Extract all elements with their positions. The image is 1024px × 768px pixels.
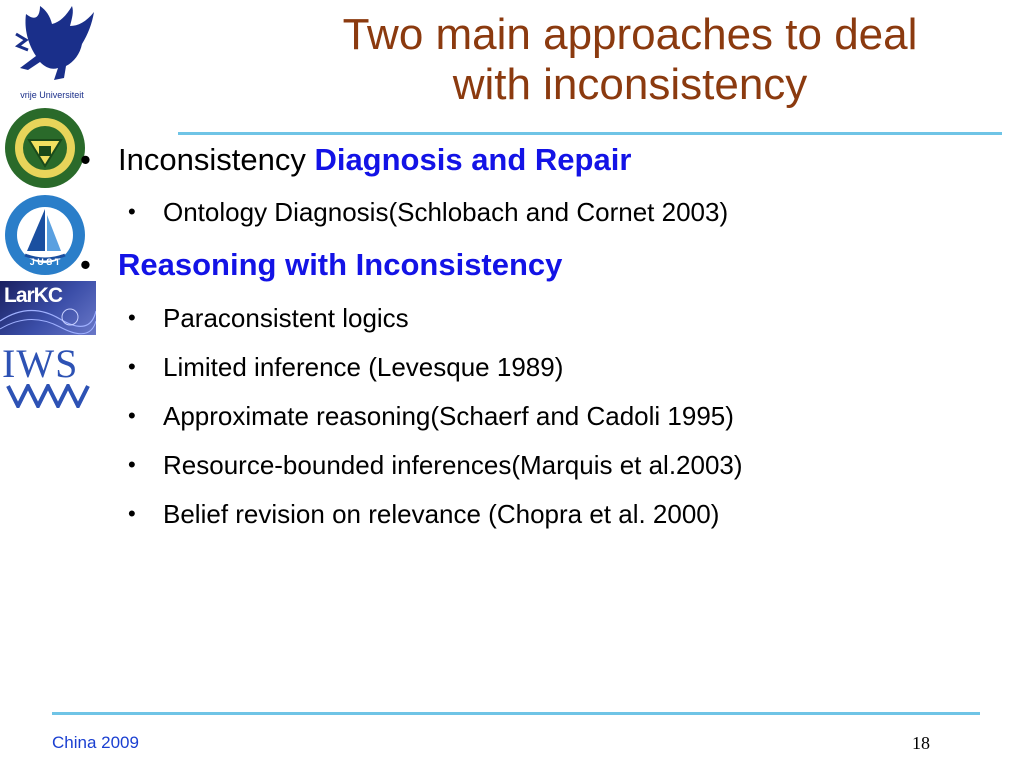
- bullet-marker: •: [128, 199, 136, 224]
- bullet-marker: •: [80, 142, 91, 177]
- larkc-logo-text: LarKC: [4, 284, 63, 307]
- bullet-marker: •: [128, 452, 136, 477]
- bullet-text: Limited inference (Levesque 1989): [163, 352, 564, 382]
- title-line-1: Two main approaches to deal: [342, 10, 918, 59]
- bullet-plain-text: Inconsistency: [118, 142, 315, 177]
- bullet-marker: •: [128, 305, 136, 330]
- bullet-text: Belief revision on relevance (Chopra et al. 2000): [163, 499, 720, 529]
- footer-event: China 2009: [52, 733, 139, 752]
- bullet-text: Paraconsistent logics: [163, 303, 409, 333]
- bullet-text: Approximate reasoning(Schaerf and Cadoli 1995): [163, 401, 734, 431]
- iws-logo-text: IWS: [2, 341, 79, 386]
- bullet-text: Ontology Diagnosis(Schlobach and Cornet 2003): [163, 197, 729, 227]
- bullet-emphasis: Reasoning with Inconsistency: [118, 247, 563, 282]
- bullet-marker: •: [128, 354, 136, 379]
- footer-divider: [52, 712, 980, 715]
- just-logo-text: J U S T: [29, 257, 61, 267]
- page-number: 18: [912, 733, 930, 753]
- bullet-emphasis: Diagnosis and Repair: [314, 142, 632, 177]
- bullet-text: Resource-bounded inferences(Marquis et al.2003): [163, 450, 743, 480]
- vu-logo-text: vrije Universiteit: [20, 90, 84, 100]
- bullet-marker: •: [128, 403, 136, 428]
- bullet-marker: •: [80, 247, 91, 282]
- bullet-text: [118, 142, 631, 178]
- bullet-marker: •: [128, 501, 136, 526]
- title-line-2: with inconsistency: [452, 60, 808, 109]
